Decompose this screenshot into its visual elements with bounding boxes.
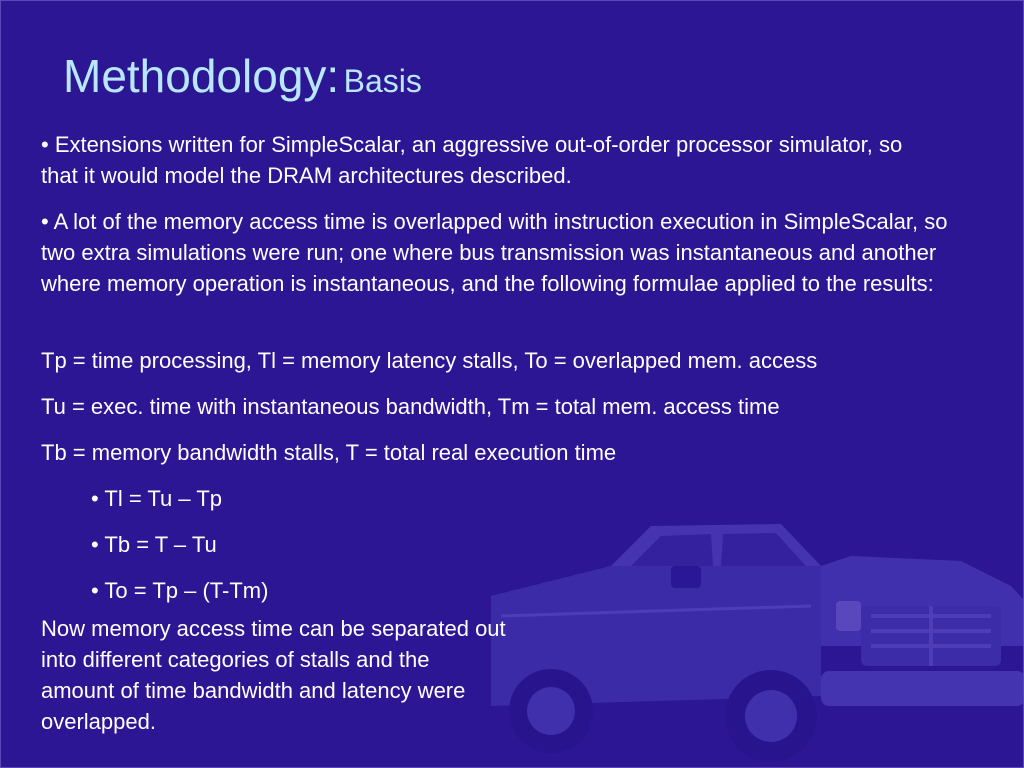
formula-item: • Tl = Tu – Tp bbox=[91, 486, 223, 511]
bullet-overlap: • A lot of the memory access time is overlapped with instruction execution in SimpleScalar, so two extra simulations were run; one where bus transmission was instantaneous and another where memory operation is instantaneous, and the following formulae applied to the results: bbox=[41, 209, 948, 296]
definition-line: Tu = exec. time with instantaneous bandwidth, Tm = total mem. access time bbox=[41, 394, 780, 419]
bullet-extensions: • Extensions written for SimpleScalar, an aggressive out-of-order processor simulator, so that it would model the DRAM architectures described. bbox=[41, 132, 903, 188]
definition-line: Tb = memory bandwidth stalls, T = total real execution time bbox=[41, 440, 617, 465]
slide-title bbox=[63, 50, 422, 102]
title-main: Methodology: bbox=[63, 50, 340, 102]
formula-item: • Tb = T – Tu bbox=[91, 532, 217, 557]
conclusion-text: Now memory access time can be separated out into different categories of stalls and the amount of time bandwidth and latency were overlapped. bbox=[41, 616, 506, 734]
pickup-truck-image bbox=[491, 506, 1024, 768]
title-sub: Basis bbox=[343, 63, 422, 99]
formula-item: • To = Tp – (T-Tm) bbox=[91, 578, 269, 603]
definition-line: Tp = time processing, Tl = memory latency stalls, To = overlapped mem. access bbox=[41, 348, 818, 373]
